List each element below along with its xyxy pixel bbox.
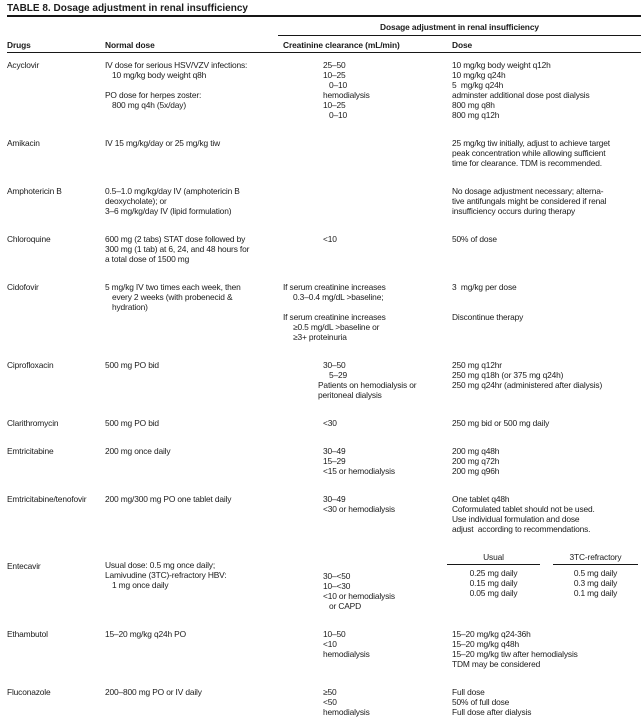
cell-line: Use individual formulation and dose <box>452 514 580 524</box>
table-body <box>7 53 641 717</box>
cell-line: If serum creatinine increases <box>283 312 386 322</box>
normal-dose-cell <box>105 552 283 611</box>
cell-line <box>452 292 641 302</box>
cell-line: 500 mg PO bid <box>105 418 159 428</box>
cell-line: 200–800 mg PO or IV daily <box>105 687 202 697</box>
dose-subtable <box>447 552 641 598</box>
cell-line: <30 <box>323 418 337 428</box>
cell-line <box>105 80 283 90</box>
cell-line: insufficiency occurs during therapy <box>452 206 576 216</box>
cell-line: Usual dose: 0.5 mg once daily; <box>105 560 216 570</box>
drug-name: Fluconazole <box>7 687 51 697</box>
cell-line: 15–20 mg/kg q24h PO <box>105 629 186 639</box>
clearance-cell <box>283 418 452 428</box>
cell-line: <30 or hemodialysis <box>323 504 395 514</box>
cell-line: a total dose of 1500 mg <box>105 254 190 264</box>
cell-line: 800 mg q8h <box>452 100 495 110</box>
cell-line: 10–25 <box>323 70 346 80</box>
table-row <box>7 186 641 216</box>
cell-line: peritoneal dialysis <box>318 390 382 400</box>
dose-cell <box>452 138 641 168</box>
clearance-cell <box>283 494 452 534</box>
cell-line: 10 mg/kg q24h <box>452 70 506 80</box>
normal-dose-cell <box>105 360 283 400</box>
cell-line: <10 or hemodialysis <box>323 591 395 601</box>
cell-line: 5–29 <box>329 370 348 380</box>
cell-line: 10–50 <box>323 629 346 639</box>
span-header: Dosage adjustment in renal insufficiency <box>278 22 641 36</box>
cell-line: 0–10 <box>329 80 348 90</box>
cell-line <box>283 302 452 312</box>
clearance-cell <box>283 138 452 168</box>
column-header-creatinine-clearance: Creatinine clearance (mL/min) <box>283 40 400 50</box>
cell-line: <15 or hemodialysis <box>323 466 395 476</box>
normal-dose-cell <box>105 282 283 342</box>
span-header-row <box>7 22 641 36</box>
cell-line: IV dose for serious HSV/VZV infections: <box>105 60 248 70</box>
column-header-row <box>7 36 641 53</box>
cell-line: One tablet q48h <box>452 494 510 504</box>
cell-line: TDM may be considered <box>452 659 541 669</box>
cell-line: adminster additional dose post dialysis <box>452 90 590 100</box>
clearance-cell <box>283 687 452 717</box>
drug-cell <box>7 138 105 168</box>
cell-line: adjust according to recommendations. <box>452 524 591 534</box>
cell-line: time for clearance. TDM is recommended. <box>452 158 602 168</box>
cell-line: 50% of dose <box>452 234 497 244</box>
clearance-cell <box>283 234 452 264</box>
drug-name: Emtricitabine <box>7 446 54 456</box>
drug-cell <box>7 234 105 264</box>
cell-line: every 2 weeks (with probenecid & <box>112 292 233 302</box>
normal-dose-cell <box>105 629 283 669</box>
dose-subtable-value: 0.15 mg daily <box>469 578 518 588</box>
column-header-dose: Dose <box>452 40 473 50</box>
drug-cell <box>7 360 105 400</box>
dose-cell <box>452 552 641 611</box>
cell-line: <10 <box>323 234 337 244</box>
cell-line: 15–20 mg/kg q24-36h <box>452 629 531 639</box>
normal-dose-cell <box>105 494 283 534</box>
dose-subtable-header: Usual <box>447 552 540 565</box>
cell-line: or CAPD <box>329 601 361 611</box>
dose-cell <box>452 418 641 428</box>
cell-line: 250 mg q18h (or 375 mg q24h) <box>452 370 564 380</box>
cell-line: <10 <box>323 639 337 649</box>
cell-line: 50% of full dose <box>452 697 510 707</box>
cell-line: 30–<50 <box>323 571 351 581</box>
drug-name: Entecavir <box>7 561 41 571</box>
drug-name: Chloroquine <box>7 234 51 244</box>
drug-cell <box>7 552 105 611</box>
cell-line: Discontinue therapy <box>452 312 524 322</box>
cell-line: Patients on hemodialysis or <box>318 380 417 390</box>
cell-line: hydration) <box>112 302 148 312</box>
cell-line: 600 mg (2 tabs) STAT dose followed by <box>105 234 246 244</box>
table-row <box>7 60 641 120</box>
drug-name: Ethambutol <box>7 629 48 639</box>
clearance-cell <box>283 629 452 669</box>
cell-line: tive antifungals might be considered if renal <box>452 196 607 206</box>
table-row <box>7 234 641 264</box>
cell-line: No dosage adjustment necessary; alterna- <box>452 186 604 196</box>
normal-dose-cell <box>105 418 283 428</box>
cell-line: 3–6 mg/kg/day IV (lipid formulation) <box>105 206 232 216</box>
dose-subtable-column <box>553 552 638 598</box>
column-header-drugs: Drugs <box>7 40 31 50</box>
table-row <box>7 494 641 534</box>
cell-line: 30–50 <box>323 360 346 370</box>
normal-dose-cell <box>105 60 283 120</box>
cell-line: 500 mg PO bid <box>105 360 159 370</box>
drug-cell <box>7 186 105 216</box>
cell-line: 0.5–1.0 mg/kg/day IV (amphotericin B <box>105 186 240 196</box>
cell-line: ≥3+ proteinuria <box>293 332 347 342</box>
cell-line: <50 <box>323 697 337 707</box>
cell-line: 250 mg q24hr (administered after dialysis) <box>452 380 603 390</box>
clearance-cell <box>283 446 452 476</box>
cell-line: 10–25 <box>323 100 346 110</box>
dose-cell <box>452 360 641 400</box>
cell-line: 0–10 <box>329 110 348 120</box>
cell-line: 250 mg bid or 500 mg daily <box>452 418 550 428</box>
drug-cell <box>7 629 105 669</box>
table-title: TABLE 8. Dosage adjustment in renal insufficiency <box>7 3 248 14</box>
cell-line: 30–49 <box>323 446 346 456</box>
normal-dose-cell <box>105 234 283 264</box>
cell-line: 25–50 <box>323 60 346 70</box>
dose-subtable-column <box>447 552 540 598</box>
dose-cell <box>452 687 641 717</box>
cell-line: 200 mg q72h <box>452 456 500 466</box>
dose-cell <box>452 446 641 476</box>
cell-line: deoxycholate); or <box>105 196 167 206</box>
cell-line: 30–49 <box>323 494 346 504</box>
cell-line: 25 mg/kg tiw initially, adjust to achieve target <box>452 138 610 148</box>
cell-line: IV 15 mg/kg/day or 25 mg/kg tiw <box>105 138 220 148</box>
table-row <box>7 629 641 669</box>
normal-dose-cell <box>105 446 283 476</box>
dose-cell <box>452 629 641 669</box>
cell-line: 15–20 mg/kg q48h <box>452 639 519 649</box>
normal-dose-cell <box>105 138 283 168</box>
dose-subtable-value: 0.25 mg daily <box>469 568 518 578</box>
drug-cell <box>7 446 105 476</box>
cell-line: PO dose for herpes zoster: <box>105 90 202 100</box>
clearance-cell <box>283 360 452 400</box>
table-row <box>7 282 641 342</box>
cell-line: peak concentration while allowing sufficient <box>452 148 606 158</box>
title-rule <box>7 15 641 17</box>
drug-name: Emtricitabine/tenofovir <box>7 494 87 504</box>
table-row <box>7 360 641 400</box>
cell-line: 15–20 mg/kg tiw after hemodialysis <box>452 649 578 659</box>
cell-line: ≥50 <box>323 687 337 697</box>
cell-line: 200 mg q48h <box>452 446 500 456</box>
drug-cell <box>7 60 105 120</box>
cell-line: 10 mg/kg body weight q8h <box>112 70 207 80</box>
cell-line: 10–<30 <box>323 581 351 591</box>
clearance-cell <box>283 60 452 120</box>
clearance-cell <box>283 282 452 342</box>
drug-name: Amphotericin B <box>7 186 62 196</box>
cell-line: 10 mg/kg body weight q12h <box>452 60 551 70</box>
table-row <box>7 446 641 476</box>
cell-line: Coformulated tablet should not be used. <box>452 504 595 514</box>
dose-cell <box>452 494 641 534</box>
dose-subtable-value: 0.5 mg daily <box>573 568 618 578</box>
dose-subtable-value: 0.3 mg daily <box>573 578 618 588</box>
cell-line: 300 mg (1 tab) at 6, 24, and 48 hours for <box>105 244 250 254</box>
cell-line: hemodialysis <box>323 649 370 659</box>
dose-cell <box>452 186 641 216</box>
cell-line: If serum creatinine increases <box>283 282 386 292</box>
clearance-cell <box>283 186 452 216</box>
drug-name: Ciprofloxacin <box>7 360 54 370</box>
cell-line: hemodialysis <box>323 90 370 100</box>
clearance-cell <box>283 552 452 611</box>
cell-line: 200 mg once daily <box>105 446 171 456</box>
cell-line: 250 mg q12hr <box>452 360 502 370</box>
cell-line: 200 mg q96h <box>452 466 500 476</box>
dose-subtable-value: 0.1 mg daily <box>573 588 618 598</box>
drug-cell <box>7 418 105 428</box>
cell-line: 15–29 <box>323 456 346 466</box>
drug-name: Cidofovir <box>7 282 39 292</box>
cell-line: 5 mg/kg IV two times each week, then <box>105 282 241 292</box>
cell-line: 1 mg once daily <box>112 580 169 590</box>
cell-line: 200 mg/300 mg PO one tablet daily <box>105 494 232 504</box>
cell-line: 800 mg q4h (5x/day) <box>112 100 186 110</box>
dose-cell <box>452 234 641 264</box>
column-header-normal-dose: Normal dose <box>105 40 155 50</box>
normal-dose-cell <box>105 186 283 216</box>
drug-name: Amikacin <box>7 138 40 148</box>
table-row <box>7 418 641 428</box>
dose-cell <box>452 282 641 342</box>
table-row <box>7 687 641 717</box>
cell-line: hemodialysis <box>323 707 370 717</box>
dose-cell <box>452 60 641 120</box>
table-row <box>7 138 641 168</box>
dose-subtable-value: 0.05 mg daily <box>469 588 518 598</box>
drug-cell <box>7 282 105 342</box>
drug-cell <box>7 687 105 717</box>
drug-name: Clarithromycin <box>7 418 59 428</box>
cell-line: 800 mg q12h <box>452 110 500 120</box>
cell-line: 3 mg/kg per dose <box>452 282 517 292</box>
cell-line: ≥0.5 mg/dL >baseline or <box>293 322 380 332</box>
drug-cell <box>7 494 105 534</box>
drug-name: Acyclovir <box>7 60 40 70</box>
cell-line: Lamivudine (3TC)-refractory HBV: <box>105 570 227 580</box>
cell-line: Full dose after dialysis <box>452 707 532 717</box>
dose-subtable-header: 3TC-refractory <box>553 552 638 565</box>
table-row <box>7 552 641 611</box>
cell-line <box>452 302 641 312</box>
cell-line: Full dose <box>452 687 485 697</box>
cell-line: 5 mg/kg q24h <box>452 80 504 90</box>
normal-dose-cell <box>105 687 283 717</box>
cell-line: 0.3–0.4 mg/dL >baseline; <box>293 292 384 302</box>
